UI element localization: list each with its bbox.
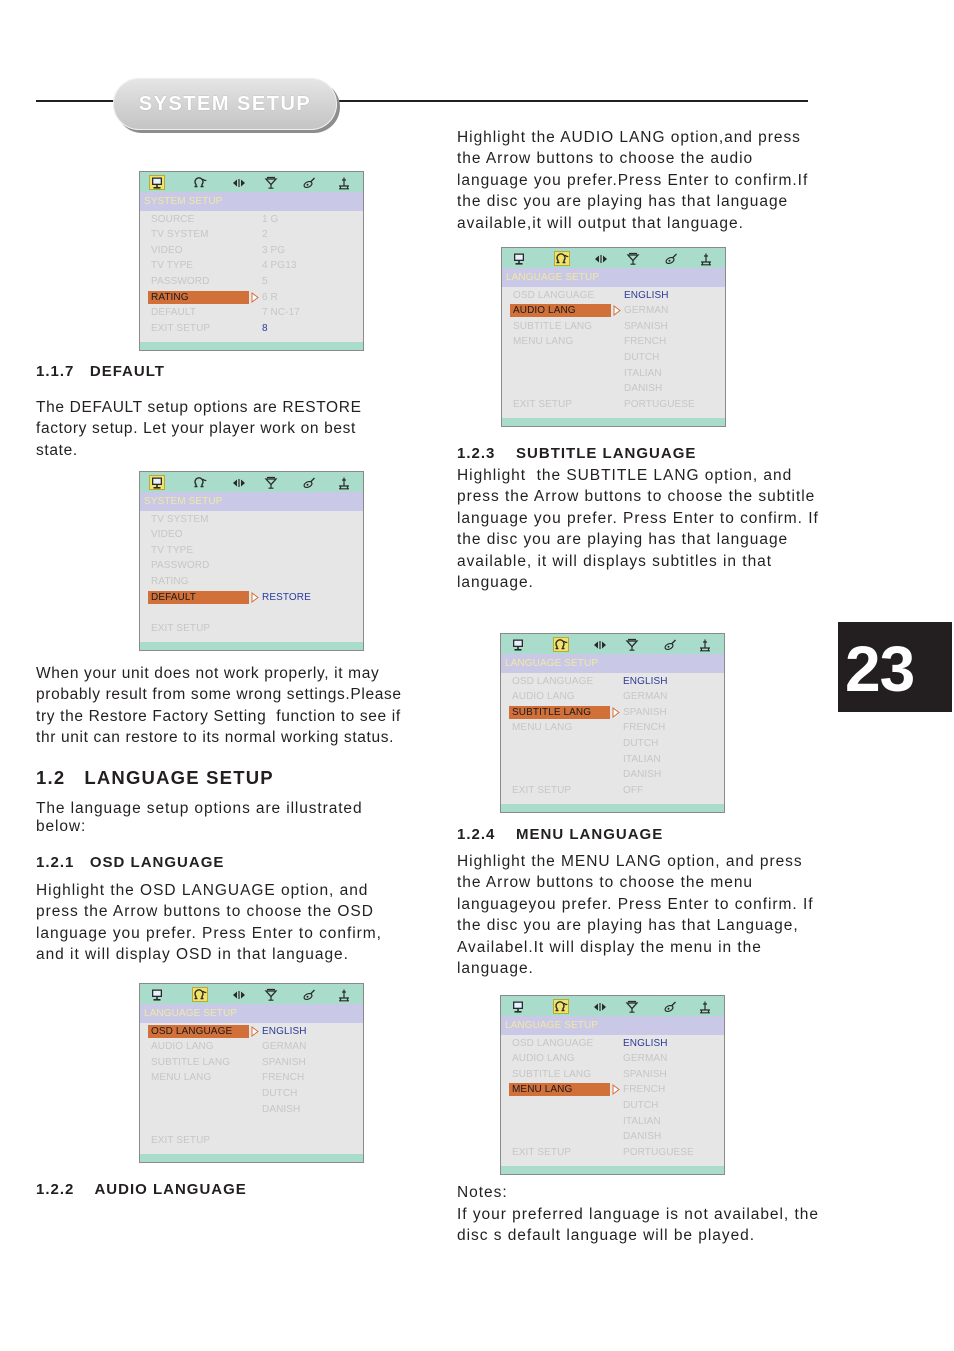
section-title: SYSTEM SETUP (138, 92, 312, 115)
language-setup-intro: The language setup options are illustrated below: (36, 800, 363, 835)
menu-value: 1 G (262, 213, 279, 225)
audio-icon (592, 999, 608, 1014)
language-setup-heading: 1.2 LANGUAGE SETUP (36, 767, 274, 788)
menu-value: GERMAN (262, 1041, 307, 1053)
preference-icon (662, 637, 678, 652)
menu-footer-bar (140, 1154, 363, 1162)
menu-item: TV SYSTEM (151, 513, 209, 525)
menu-value: SPANISH (624, 320, 668, 332)
menu-item-selected: RATING (148, 291, 249, 304)
arrow-right-icon (251, 592, 259, 603)
menu-value: 6 R (262, 291, 278, 303)
menu-icon-bar (140, 472, 363, 492)
menu-value-current: RESTORE (262, 591, 311, 603)
menu-footer-bar (501, 1166, 724, 1174)
audio-icon (231, 475, 247, 490)
menu-value-current: ENGLISH (262, 1025, 307, 1037)
language-icon (554, 251, 570, 266)
menu-footer-bar (502, 418, 725, 426)
menu-value: DUTCH (624, 351, 660, 363)
arrow-right-icon (612, 707, 620, 718)
video-icon (263, 175, 279, 190)
menu-value: 3 PG (262, 244, 286, 256)
menu-item: PASSWORD (151, 560, 210, 572)
menu-item: SOURCE (151, 213, 195, 225)
video-icon (263, 987, 279, 1002)
menu-icon-bar (501, 996, 724, 1016)
menu-value: DUTCH (623, 737, 659, 749)
menu-item: AUDIO LANG (512, 1053, 575, 1065)
menu-value: DANISH (623, 769, 662, 781)
menu-value: 2 (262, 229, 268, 241)
audio-icon (231, 987, 247, 1002)
restore-note-text: When your unit does not work properly, it may probably result from some wrong settings.Please try the Restore Factory Setting function to see if thr unit can restore to its normal working status. (36, 665, 402, 747)
language-icon (192, 987, 208, 1002)
menu-item: MENU LANG (512, 722, 573, 734)
menu-icon-bar (502, 248, 725, 268)
audio-language-heading: 1.2.2 AUDIO LANGUAGE (36, 1181, 247, 1198)
menu-item: OSD LANGUAGE (512, 675, 594, 687)
setup-icon (697, 999, 713, 1014)
menu-item-selected: AUDIO LANG (510, 304, 611, 317)
menu-title: LANGUAGE SETUP (501, 654, 724, 673)
menu-icon-bar (140, 984, 363, 1004)
menu-value: 5 (262, 275, 268, 287)
subtitle-language-menu-screenshot (500, 633, 725, 813)
audio-icon (592, 637, 608, 652)
menu-footer-bar (140, 342, 363, 350)
preference-icon (301, 175, 317, 190)
video-icon (625, 251, 641, 266)
menu-value-current: ENGLISH (624, 289, 669, 301)
menu-item: EXIT SETUP (512, 784, 572, 796)
menu-value: FRENCH (262, 1072, 305, 1084)
menu-item: RATING (151, 575, 189, 587)
section-title-badge (113, 78, 337, 130)
menu-value: FRENCH (624, 336, 667, 348)
menu-value: FRENCH (623, 1084, 666, 1096)
menu-item: SUBTITLE LANG (512, 1068, 592, 1080)
menu-footer-bar (501, 804, 724, 812)
menu-item: DEFAULT (151, 307, 196, 319)
menu-item-selected: MENU LANG (509, 1083, 610, 1096)
preference-icon (663, 251, 679, 266)
menu-language-menu-screenshot (500, 995, 725, 1175)
menu-value: SPANISH (262, 1056, 306, 1068)
menu-value: DANISH (262, 1103, 301, 1115)
preference-icon (301, 987, 317, 1002)
setup-icon (697, 637, 713, 652)
menu-value: 7 NC-17 (262, 307, 300, 319)
menu-value-current: ENGLISH (623, 675, 668, 687)
menu-value: ITALIAN (624, 367, 662, 379)
menu-item-selected: OSD LANGUAGE (148, 1025, 249, 1038)
language-icon (553, 999, 569, 1014)
menu-item: OSD LANGUAGE (512, 1037, 594, 1049)
menu-item: MENU LANG (513, 336, 574, 348)
menu-value-current: ENGLISH (623, 1037, 668, 1049)
menu-item: EXIT SETUP (513, 398, 573, 410)
arrow-right-icon (612, 1084, 620, 1095)
menu-language-heading: 1.2.4 MENU LANGUAGE (457, 826, 664, 843)
menu-item: EXIT SETUP (151, 622, 211, 634)
default-heading: 1.1.7 DEFAULT (36, 363, 165, 380)
menu-item: OSD LANGUAGE (513, 289, 595, 301)
menu-title: LANGUAGE SETUP (501, 1016, 724, 1035)
arrow-right-icon (251, 292, 259, 303)
menu-item: VIDEO (151, 529, 183, 541)
menu-icon-bar (140, 172, 363, 192)
video-icon (263, 475, 279, 490)
menu-item: VIDEO (151, 244, 183, 256)
menu-item: PASSWORD (151, 275, 210, 287)
menu-value: PORTUGUESE (624, 398, 695, 410)
setup-icon (336, 475, 352, 490)
menu-value: 4 PG13 (262, 260, 297, 272)
menu-value: OFF (623, 784, 644, 796)
notes-label: Notes: (457, 1184, 508, 1201)
subtitle-language-heading: 1.2.3 SUBTITLE LANGUAGE (457, 445, 697, 462)
setup-icon (698, 251, 714, 266)
menu-item: EXIT SETUP (151, 322, 211, 334)
monitor-icon (149, 175, 165, 190)
menu-item: TV SYSTEM (151, 229, 209, 241)
subtitle-language-text: Highlight the SUBTITLE LANG option, and press the Arrow buttons to choose the subtitle language you prefer. Press Enter to confirm. If the disc you are playing has that language available, it will displays subtitles in that language. (457, 467, 819, 592)
menu-item-selected: SUBTITLE LANG (509, 706, 610, 719)
rating-menu-screenshot (139, 171, 364, 351)
language-icon (192, 175, 208, 190)
preference-icon (662, 999, 678, 1014)
menu-value: GERMAN (624, 305, 669, 317)
osd-language-text: Highlight the OSD LANGUAGE option, and press the Arrow buttons to choose the OSD language you prefer. Press Enter to confirm, and it will display OSD in that language. (36, 882, 382, 964)
menu-value: DUTCH (262, 1087, 298, 1099)
monitor-icon (149, 475, 165, 490)
menu-item: TV TYPE (151, 260, 194, 272)
language-icon (192, 475, 208, 490)
audio-language-menu-screenshot (501, 247, 726, 427)
preference-icon (301, 475, 317, 490)
menu-item: MENU LANG (151, 1072, 212, 1084)
video-icon (624, 999, 640, 1014)
audio-language-text: Highlight the AUDIO LANG option,and press the Arrow buttons to choose the audio language you prefer.Press Enter to confirm.If the disc you are playing has that language available,it will output that language. (457, 129, 809, 232)
osd-language-heading: 1.2.1 OSD LANGUAGE (36, 854, 225, 871)
menu-item: AUDIO LANG (512, 691, 575, 703)
menu-value: GERMAN (623, 691, 668, 703)
menu-item: EXIT SETUP (512, 1146, 572, 1158)
default-text: The DEFAULT setup options are RESTORE factory setup. Let your player work on best state. (36, 399, 362, 459)
menu-value: ITALIAN (623, 753, 661, 765)
monitor-icon (511, 251, 527, 266)
monitor-icon (510, 637, 526, 652)
language-icon (553, 637, 569, 652)
menu-item: SUBTITLE LANG (151, 1056, 231, 1068)
menu-language-text: Highlight the MENU LANG option, and press the Arrow buttons to choose the menu languageyou prefer. Press Enter to confirm. If the disc you are playing has that Language, Availabel.It will display the menu in the language. (457, 853, 814, 978)
default-menu-screenshot (139, 471, 364, 651)
page-number: 23 (845, 633, 915, 705)
menu-value-current: 8 (262, 322, 268, 334)
monitor-icon (510, 999, 526, 1014)
menu-value: DUTCH (623, 1099, 659, 1111)
menu-item: TV TYPE (151, 544, 194, 556)
audio-icon (231, 175, 247, 190)
menu-title: SYSTEM SETUP (140, 492, 363, 511)
notes-text: If your preferred language is not availabel, the disc s default language will be played. (457, 1206, 819, 1245)
arrow-right-icon (251, 1026, 259, 1037)
menu-value: DANISH (624, 383, 663, 395)
video-icon (624, 637, 640, 652)
audio-icon (593, 251, 609, 266)
arrow-right-icon (613, 305, 621, 316)
menu-value: SPANISH (623, 1068, 667, 1080)
menu-title: LANGUAGE SETUP (140, 1004, 363, 1023)
menu-value: PORTUGUESE (623, 1146, 694, 1158)
setup-icon (336, 175, 352, 190)
menu-title: LANGUAGE SETUP (502, 268, 725, 287)
menu-title: SYSTEM SETUP (140, 192, 363, 211)
menu-value: GERMAN (623, 1053, 668, 1065)
menu-item: SUBTITLE LANG (513, 320, 593, 332)
menu-footer-bar (140, 642, 363, 650)
menu-value: DANISH (623, 1131, 662, 1143)
menu-value: SPANISH (623, 706, 667, 718)
monitor-icon (149, 987, 165, 1002)
osd-language-menu-screenshot (139, 983, 364, 1163)
menu-item-selected: DEFAULT (148, 591, 249, 604)
menu-item: AUDIO LANG (151, 1041, 214, 1053)
menu-item: EXIT SETUP (151, 1134, 211, 1146)
menu-icon-bar (501, 634, 724, 654)
setup-icon (336, 987, 352, 1002)
menu-value: ITALIAN (623, 1115, 661, 1127)
page-number-tab (838, 622, 952, 712)
menu-value: FRENCH (623, 722, 666, 734)
